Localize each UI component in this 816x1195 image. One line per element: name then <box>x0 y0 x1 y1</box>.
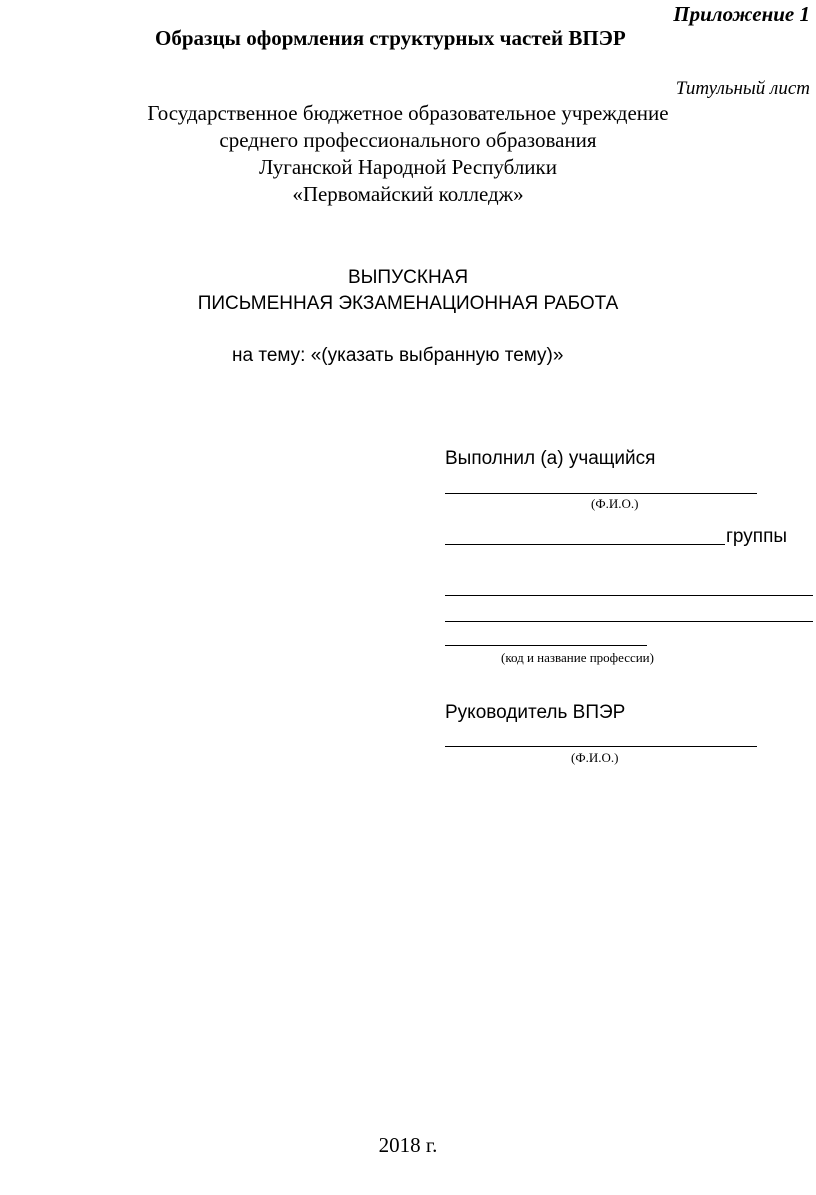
group-suffix: группы <box>726 526 788 547</box>
year-label: 2018 г. <box>378 1133 438 1157</box>
profession-caption: (код и название профессии) <box>501 650 654 665</box>
appendix-label: Приложение 1 <box>673 2 810 26</box>
supervisor-label: Руководитель ВПЭР <box>445 702 626 723</box>
work-type-line-1: ВЫПУСКНАЯ <box>347 267 469 288</box>
supervisor-name-caption: (Ф.И.О.) <box>571 750 619 765</box>
work-type-line-2: ПИСЬМЕННАЯ ЭКЗАМЕНАЦИОННАЯ РАБОТА <box>197 293 619 314</box>
profession-line-1 <box>445 595 813 596</box>
institution-line-1: Государственное бюджетное образовательное учреждение <box>147 101 669 125</box>
supervisor-name-line <box>445 746 757 747</box>
profession-line-3 <box>445 645 647 646</box>
institution-line-2: среднего профессионального образования <box>219 128 597 152</box>
author-name-caption: (Ф.И.О.) <box>591 496 639 511</box>
author-name-line <box>445 493 757 494</box>
author-label: Выполнил (а) учащийся <box>445 448 656 469</box>
title-page-label: Титульный лист <box>675 78 810 99</box>
institution-line-3: Луганской Народной Республики <box>259 155 557 179</box>
document-heading: Образцы оформления структурных частей ВПЭР <box>155 26 626 50</box>
institution-line-4: «Первомайский колледж» <box>292 182 524 206</box>
work-topic: на тему: «(указать выбранную тему)» <box>232 345 564 366</box>
group-line <box>445 544 725 545</box>
profession-line-2 <box>445 621 813 622</box>
